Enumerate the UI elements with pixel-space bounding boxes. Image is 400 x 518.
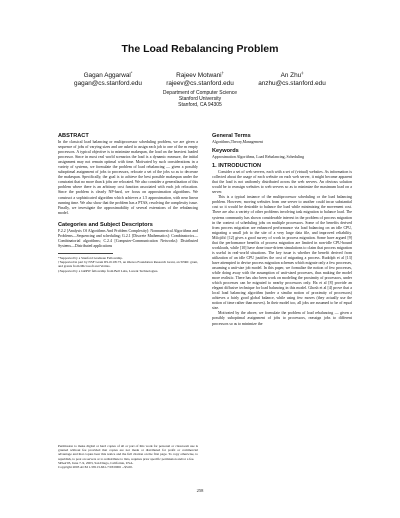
abstract-text: In the classical load balancing or multiprocessor scheduling problem, we are given a sequence of jobs of varying sizes and are asked to assign each job to one of the m empty processors. A typical objective is to minimize makespan, the load on the heaviest loaded processor. Since in most real world scenarios the load is a dynamic measure, the initial assignment may not remain optimal with time. Motivated by such considerations in a variety of systems, we formulate the problem of load rebalancing — given a possibly suboptimal assignment of jobs to processors, relocate a set of the jobs so as to decrease the makespan. Specifically, the goal is to achieve the best possible makespan under the constraint that no more than k jobs are relocated. We also consider a generalization of this problem where there is an arbitrary cost function associated with each job relocation. Since the problem is clearly NP-hard, we focus on approximation algorithms. We construct a sophisticated algorithm which achieves a 1.5 approximation, with near linear running time. We also show that the problem has a PTAS, resolving the complexity issue. Finally, we investigate the approximability of several extensions of the rebalancing model.	[58, 140, 198, 215]
author-name: Rajeev Motwani	[176, 72, 222, 80]
author-name: Gagan Aggarwal	[83, 72, 131, 80]
copyright-text: Copyright 2003 ACM 1-58113-661-7/03/0006 ...$5.00.	[58, 465, 133, 470]
author-email: rajeev@cs.stanford.edu	[166, 80, 234, 88]
categories-text: F.2.2 [Analysis Of Algorithms And Problem Complexity]: Nonnumerical Algorithms and Problems—Sequencing and scheduling; G.2.1 [Discrete Mathematics]: Combinatorics—Combinatorial algorithms; C.2.4 [Computer-Communication Networks]: Distributed Systems—Distributed applications	[58, 228, 198, 248]
author-3	[250, 69, 334, 88]
categories-heading: Categories and Subject Descriptors	[58, 221, 153, 228]
author-name: An Zhu	[280, 72, 302, 80]
author-email: anzhu@cs.stanford.edu	[258, 80, 326, 88]
footnote-2: †Supported in part by NSF Grant IIS-0118173, an Okawa Foundation Research Grant, an SNRC grant, and grants from Microsoft and Veritas.	[58, 260, 198, 269]
keywords-text: Approximation Algorithms, Load Rebalancing, Scheduling	[212, 155, 305, 160]
university: Stanford University	[178, 95, 222, 102]
paper-title: The Load Rebalancing Problem	[121, 43, 279, 55]
author-1	[65, 69, 151, 88]
department: Department of Computer Science	[162, 90, 238, 96]
author-email: gagan@cs.stanford.edu	[74, 80, 142, 88]
author-2	[156, 69, 244, 88]
footnote-rule	[58, 253, 113, 254]
general-terms-text: Algorithms,Theory,Management	[212, 140, 263, 144]
keywords-heading: Keywords	[212, 148, 239, 155]
intro-heading: 1. INTRODUCTION	[212, 163, 262, 170]
affiliation	[0, 91, 400, 108]
location: Stanford, CA 94305	[178, 101, 222, 108]
author-mark: *	[130, 70, 133, 75]
author-mark: †	[221, 70, 224, 75]
permission-text: Permission to make digital or hard copies of all or part of this work for personal or classroom use is granted without fee provided that copies are not made or distributed for profit or commercial advantage and that copies bear this notice and the full citation on the first page. To copy otherwise, to republish, to post on servers or to redistribute to lists, requires prior specific permission and/or a fee.	[58, 444, 198, 461]
intro-paragraph-3: Motivated by the above, we formulate the problem of load rebalancing — given a possibly suboptimal assignment of jobs to processors, reassign jobs to different processors so as to minimize the	[212, 311, 352, 326]
author-mark: ‡	[301, 70, 304, 75]
page-number: 258	[196, 488, 204, 493]
right-column	[212, 133, 352, 327]
venue-text: SPAA'03, June 7–9, 2003, San Diego, California, USA.	[58, 460, 134, 465]
permission-block	[58, 444, 198, 469]
general-terms-heading: General Terms	[212, 133, 251, 139]
left-column	[58, 133, 198, 273]
footnote-1: *Supported by a Stanford Graduate Fellowship.	[58, 255, 123, 260]
intro-paragraph-2: This is a typical instance of the multiprocessor scheduling or the load balancing problem. However, moving websites from one server to another could incur substantial cost so it would be desirable to balance the load while minimizing the movement cost. There are also a variety of other problems involving task migration to balance load. The systems community has shown considerable interest in the problem of process migration in the context of scheduling jobs on multiple processors. Some of the benefits derived from process migration are enhanced performance via load balancing on an idle CPU, migrating a small job to the site of a very large data file, and improved reliability. Milojičić [12] gives a good survey of work in process migration. Some have argued [9] that the performance benefits of process migration are limited in non-idle CPU-bound workloads, while [10] have done trace-driven simulations to claim that process migration is useful in real-world situations. The key issue is whether the benefit derived from utilization of an idle CPU justifies the cost of migrating a process. Rudolph et al [13] have attempted to devise process migration schemes which migrate only a few processes, assuming a unit-size job model. In this paper, we formalize the notion of few processes, while doing away with the assumption of unit-sized processes, thus making the model more realistic. There has also been work on modeling the proximity of processors, under which processes can be migrated to nearby processors only. Ha et al [8] provide an elegant diffusive technique for load balancing in this model. Ghosh et al [4] prove that a local load balancing algorithm (under a similar notion of proximity of processors) achieves a fairly good global balance, while using few moves (they actually use the notion of time rather than moves). In their model too, all jobs are assumed to be of equal size.	[212, 195, 352, 311]
intro-paragraph-1: Consider a set of web servers, each with a set of (virtual) websites. As information is collected about the usage of each website on each web server, it might become apparent that the load is not uniformly distributed across the web servers. An obvious solution would be to reassign websites to web servers so as to minimize the maximum load on a server.	[212, 170, 352, 195]
abstract-heading: ABSTRACT	[58, 133, 89, 139]
footnote-3: ‡Supported by a GRPW fellowship from Bell Labs, Lucent Technologies.	[58, 268, 159, 273]
